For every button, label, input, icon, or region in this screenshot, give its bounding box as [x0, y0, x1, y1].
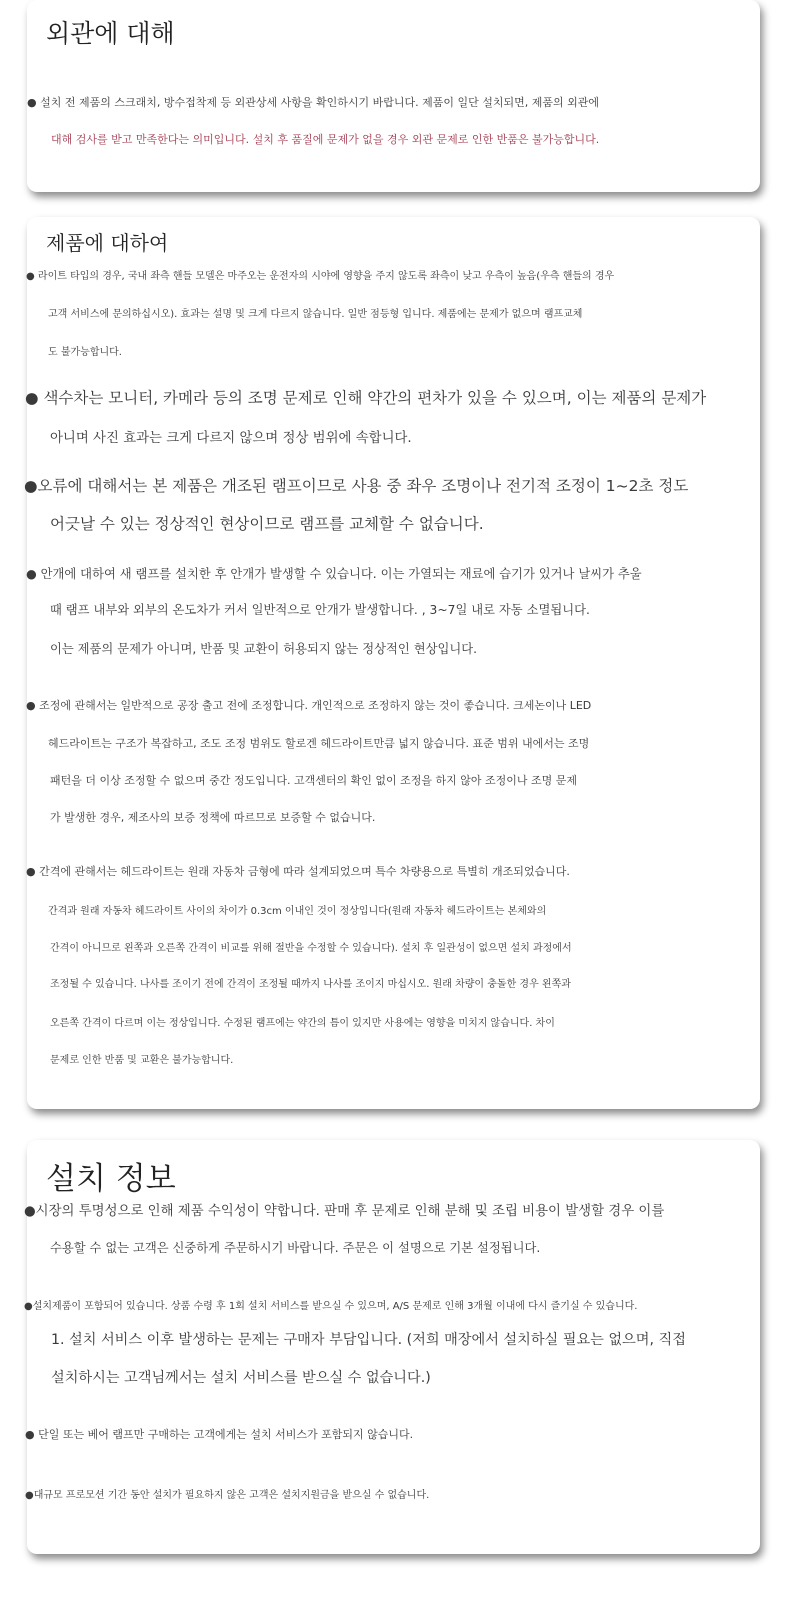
text-line: ● 간격에 관해서는 헤드라이트는 원래 자동차 금형에 따라 설계되었으며 특수 차량용으로 특별히 개조되었습니다. [26, 865, 570, 878]
text-line: 간격과 원래 자동차 헤드라이트 사이의 차이가 0.3cm 이내인 것이 정상입니다(원래 자동차 헤드라이트는 본체와의 [48, 906, 547, 917]
text-line: 조정될 수 있습니다. 나사를 조이기 전에 간격이 조정될 때까지 나사를 조이지 마십시오. 원래 차량이 충돌한 경우 왼쪽과 [50, 979, 571, 990]
text-line: ● 라이트 타입의 경우, 국내 좌측 핸들 모델은 마주오는 운전자의 시야에 영향을 주지 않도록 좌측이 낮고 우측이 높음(우측 핸들의 경우 [26, 271, 615, 282]
text-line: 패턴을 더 이상 조정할 수 없으며 중간 정도입니다. 고객센터의 확인 없이 조정을 하지 않아 조정이나 조명 문제 [50, 774, 577, 787]
section-appearance [27, 0, 760, 192]
section-title: 제품에 대하여 [46, 231, 169, 255]
text-line: 오른쪽 간격이 다르며 이는 정상입니다. 수정된 램프에는 약간의 틈이 있지만 사용에는 영향을 미치지 않습니다. 차이 [50, 1018, 555, 1029]
text-line: 1. 설치 서비스 이후 발생하는 문제는 구매자 부담입니다. (저희 매장에서 설치하실 필요는 없으며, 직접 [51, 1332, 686, 1348]
text-line: 고객 서비스에 문의하십시오). 효과는 설명 및 크게 다르지 않습니다. 일반 점등형 입니다. 제품에는 문제가 없으며 램프교체 [48, 309, 583, 320]
section-installation [24, 1140, 760, 1554]
section-title: 설치 정보 [46, 1161, 176, 1197]
section-title: 외관에 대해 [46, 19, 175, 48]
text-line: ●오류에 대해서는 본 제품은 개조된 램프이므로 사용 중 좌우 조명이나 전기적 조정이 1~2초 정도 [24, 477, 689, 495]
text-line: 헤드라이트는 구조가 복잡하고, 조도 조정 범위도 할로겐 헤드라이트만큼 넓지 않습니다. 표준 범위 내에서는 조명 [48, 737, 590, 750]
text-line: 어긋날 수 있는 정상적인 현상이므로 램프를 교체할 수 없습니다. [50, 515, 484, 533]
text-line: 설치하시는 고객님께서는 설치 서비스를 받으실 수 없습니다.) [51, 1370, 431, 1386]
text-line: 때 램프 내부와 외부의 온도차가 커서 일반적으로 안개가 발생합니다. , 3~7일 내로 자동 소멸됩니다. [50, 603, 590, 617]
text-line: ● 설치 전 제품의 스크래치, 방수접착제 등 외관상세 사항을 확인하시기 바랍니다. 제품이 일단 설치되면, 제품의 외관에 [27, 96, 599, 109]
text-line: 이는 제품의 문제가 아니며, 반품 및 교환이 허용되지 않는 정상적인 현상입니다. [50, 642, 478, 656]
text-line: ● 색수차는 모니터, 카메라 등의 조명 문제로 인해 약간의 편차가 있을 수 있으며, 이는 제품의 문제가 [25, 389, 707, 407]
text-line: ● 안개에 대하여 새 램프를 설치한 후 안개가 발생할 수 있습니다. 이는 가열되는 재료에 습기가 있거나 날씨가 추울 [26, 567, 642, 581]
text-line: ●시장의 투명성으로 인해 제품 수익성이 약합니다. 판매 후 문제로 인해 분해 및 조립 비용이 발생할 경우 이를 [24, 1204, 665, 1219]
text-line: ● 조정에 관해서는 일반적으로 공장 출고 전에 조정합니다. 개인적으로 조정하지 않는 것이 좋습니다. 크세논이나 LED [26, 699, 592, 712]
text-line: ● 단일 또는 베어 램프만 구매하는 고객에게는 설치 서비스가 포함되지 않습니다. [25, 1428, 414, 1441]
text-line: 가 발생한 경우, 제조사의 보증 정책에 따르므로 보증할 수 없습니다. [50, 811, 376, 824]
text-line: 대해 검사를 받고 만족한다는 의미입니다. 설치 후 품질에 문제가 없을 경우 외관 문제로 인한 반품은 불가능합니다. [51, 133, 600, 146]
text-line: 간격이 아니므로 왼쪽과 오른쪽 간격이 비교를 위해 절반을 수정할 수 있습니다). 설치 후 일관성이 없으면 설치 과정에서 [50, 943, 572, 954]
text-line: 도 불가능합니다. [48, 347, 122, 358]
section-product [24, 217, 760, 1109]
text-line: 수용할 수 없는 고객은 신중하게 주문하시기 바랍니다. 주문은 이 설명으로 기본 설정됩니다. [50, 1241, 541, 1255]
text-line: ●설치제품이 포함되어 있습니다. 상품 수령 후 1회 설치 서비스를 받으실 수 있으며, A/S 문제로 인해 3개월 이내에 다시 즐기실 수 있습니다. [24, 1301, 638, 1312]
text-line: 문제로 인한 반품 및 교환은 불가능합니다. [50, 1055, 234, 1066]
text-line: 아니며 사진 효과는 크게 다르지 않으며 정상 범위에 속합니다. [50, 431, 412, 446]
text-line: ●대규모 프로모션 기간 동안 설치가 필요하지 않은 고객은 설치지원금을 받으실 수 없습니다. [25, 1490, 430, 1501]
